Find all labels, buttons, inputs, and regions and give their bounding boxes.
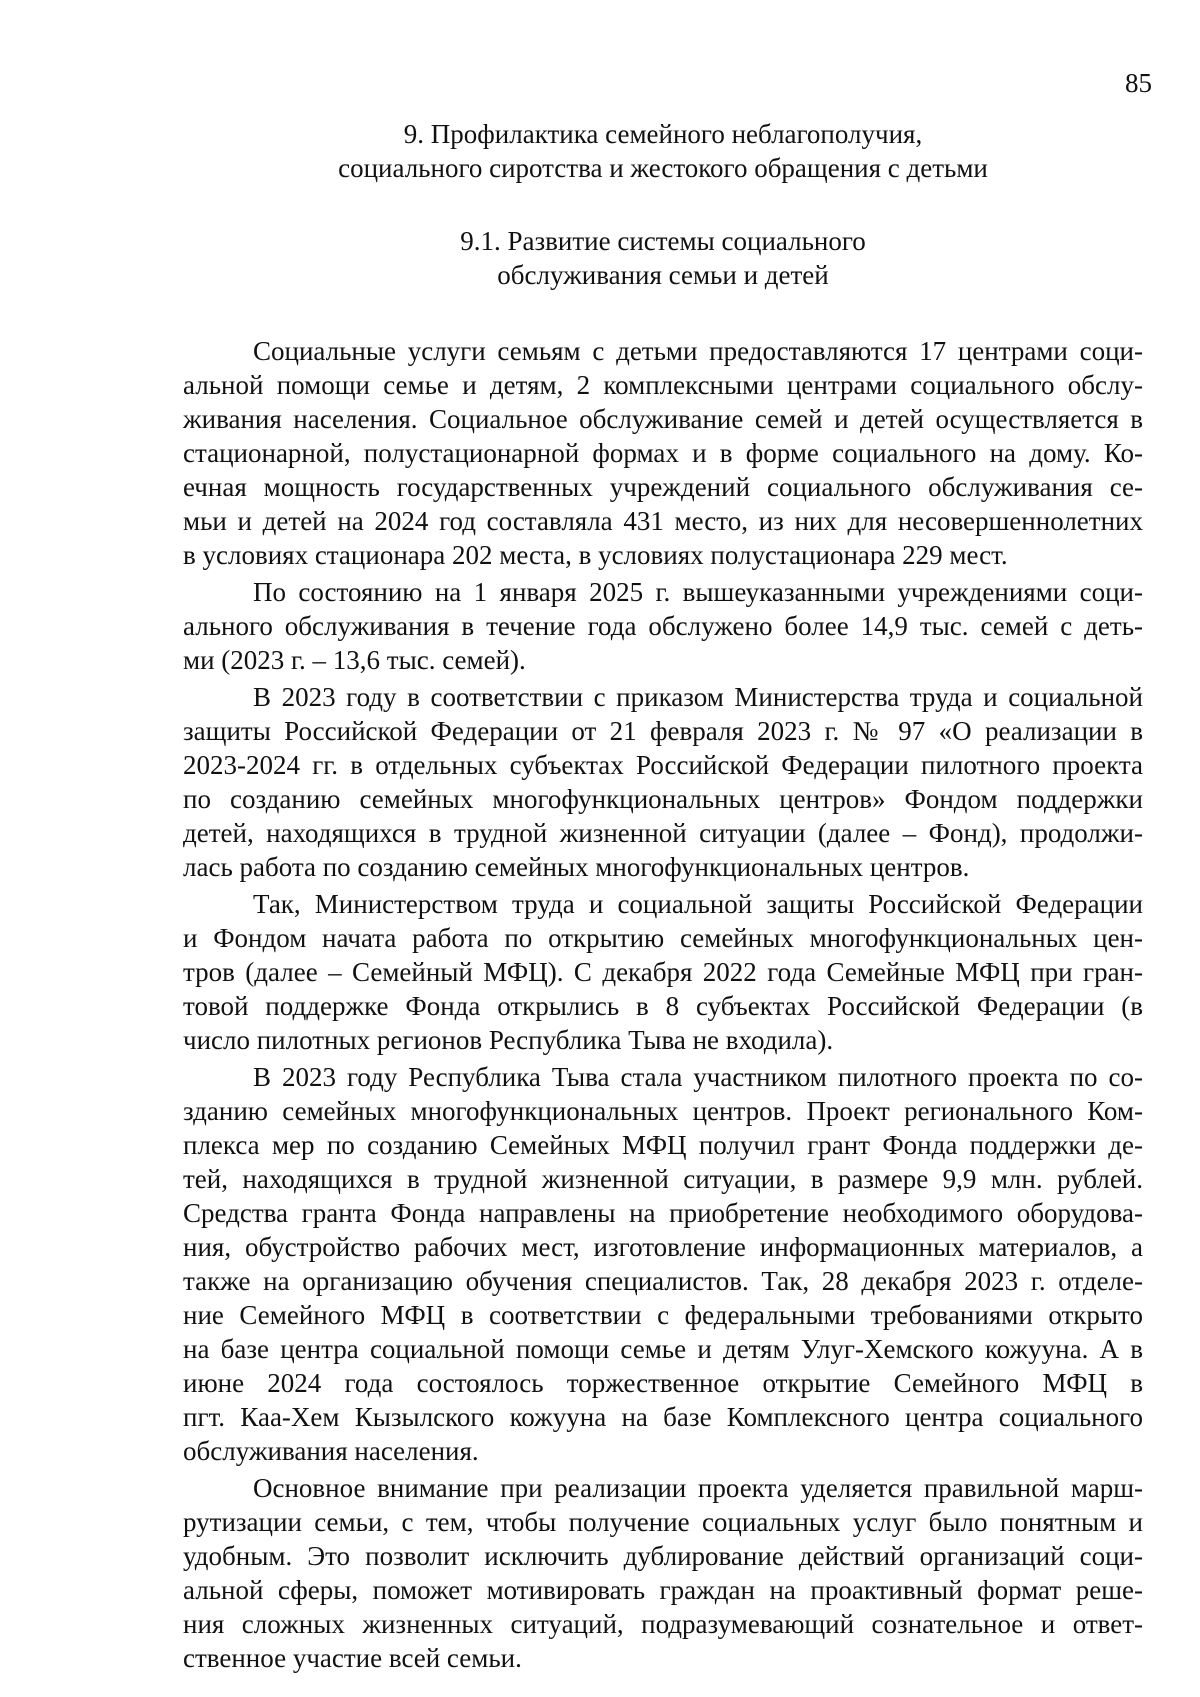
paragraph-line: тей, находящихся в трудной жизненной ситуации, в размере 9,9 млн. рублей. (183, 1164, 1143, 1194)
paragraph (183, 334, 1143, 572)
paragraph-line: Так, Министерством труда и социальной защиты Российской Федерации (253, 889, 1143, 919)
paragraph-line: на базе центра социальной помощи семье и детям Улуг-Хемского кожууна. А в (183, 1334, 1143, 1364)
paragraph-line: альной сферы, поможет мотивировать граждан на проактивный формат реше- (183, 1575, 1143, 1605)
paragraph (183, 1471, 1143, 1675)
paragraph (183, 1060, 1143, 1468)
paragraph-line: по созданию семейных многофункциональных центров» Фондом поддержки (183, 784, 1143, 814)
subsection-title-line: 9.1. Развитие системы социального (460, 226, 866, 256)
subsection-title (183, 224, 1143, 292)
paragraph-line: живания населения. Социальное обслуживание семей и детей осуществляется в (183, 404, 1143, 434)
paragraph-line: также на организацию обучения специалистов. Так, 28 декабря 2023 г. отделе- (183, 1266, 1143, 1296)
paragraph-line: ми (2023 г. – 13,6 тыс. семей). (183, 645, 526, 675)
section-title-line: социального сиротства и жестокого обращения с детьми (338, 153, 988, 183)
paragraph-line: Основное внимание при реализации проекта уделяется правильной марш- (253, 1473, 1143, 1503)
paragraph-line: пгт. Каа-Хем Кызылского кожууна на базе Комплексного центра социального (183, 1402, 1143, 1432)
paragraph-line: По состоянию на 1 января 2025 г. вышеуказанными учреждениями соци- (253, 577, 1143, 607)
paragraph-line: ния, обустройство рабочих мест, изготовление информационных материалов, а (183, 1232, 1143, 1262)
paragraph-line: В 2023 году Республика Тыва стала участником пилотного проекта по со- (253, 1062, 1143, 1092)
paragraph-line: число пилотных регионов Республика Тыва не входила). (183, 1025, 834, 1055)
section-title-line: 9. Профилактика семейного неблагополучия, (403, 119, 923, 149)
paragraph-line: альной помощи семье и детям, 2 комплексными центрами социального обслу- (183, 370, 1143, 400)
paragraph-line: ния сложных жизненных ситуаций, подразумевающий сознательное и ответ- (183, 1609, 1143, 1639)
paragraph-line: ечная мощность государственных учреждений социального обслуживания се- (183, 472, 1143, 502)
paragraph (183, 575, 1143, 677)
page-body (183, 117, 1143, 1675)
paragraph-line: лась работа по созданию семейных многофункциональных центров. (183, 852, 970, 882)
paragraph-line: и Фондом начата работа по открытию семейных многофункциональных цен- (183, 923, 1143, 953)
paragraph-line: Социальные услуги семьям с детьми предоставляются 17 центрами соци- (253, 336, 1143, 366)
paragraph (183, 887, 1143, 1057)
paragraph (183, 680, 1143, 884)
paragraph-line: ние Семейного МФЦ в соответствии с федеральными требованиями открыто (183, 1300, 1143, 1330)
paragraph-line: товой поддержке Фонда открылись в 8 субъектах Российской Федерации (в (183, 991, 1143, 1021)
paragraph-line: 2023-2024 гг. в отдельных субъектах Российской Федерации пилотного проекта (183, 750, 1143, 780)
paragraph-line: в условиях стационара 202 места, в условиях полустационара 229 мест. (183, 540, 1008, 570)
paragraph-line: тров (далее – Семейный МФЦ). С декабря 2022 года Семейные МФЦ при гран- (183, 957, 1143, 987)
paragraph-line: удобным. Это позволит исключить дублирование действий организаций соци- (183, 1541, 1143, 1571)
section-title (183, 117, 1143, 185)
paragraph-line: обслуживания населения. (183, 1436, 479, 1466)
paragraph-line: зданию семейных многофункциональных центров. Проект регионального Ком- (183, 1096, 1143, 1126)
paragraph-line: В 2023 году в соответствии с приказом Министерства труда и социальной (253, 682, 1143, 712)
paragraph-line: стационарной, полустационарной формах и в форме социального на дому. Ко- (183, 438, 1143, 468)
page-number: 85 (1125, 68, 1152, 98)
paragraph-line: ственное участие всей семьи. (183, 1643, 522, 1673)
paragraph-line: защиты Российской Федерации от 21 февраля 2023 г. № 97 «О реализации в (183, 716, 1143, 746)
body-text (183, 334, 1143, 1675)
paragraph-line: плекса мер по созданию Семейных МФЦ получил грант Фонда поддержки де- (183, 1130, 1143, 1160)
paragraph-line: ального обслуживания в течение года обслужено более 14,9 тыс. семей с деть- (183, 611, 1143, 641)
paragraph-line: мьи и детей на 2024 год составляла 431 место, из них для несовершеннолетних (183, 506, 1143, 536)
paragraph-line: рутизации семьи, с тем, чтобы получение социальных услуг было понятным и (183, 1507, 1143, 1537)
subsection-title-line: обслуживания семьи и детей (497, 260, 829, 290)
paragraph-line: детей, находящихся в трудной жизненной ситуации (далее – Фонд), продолжи- (183, 818, 1143, 848)
paragraph-line: Средства гранта Фонда направлены на приобретение необходимого оборудова- (183, 1198, 1143, 1228)
paragraph-line: июне 2024 года состоялось торжественное открытие Семейного МФЦ в (183, 1368, 1143, 1398)
